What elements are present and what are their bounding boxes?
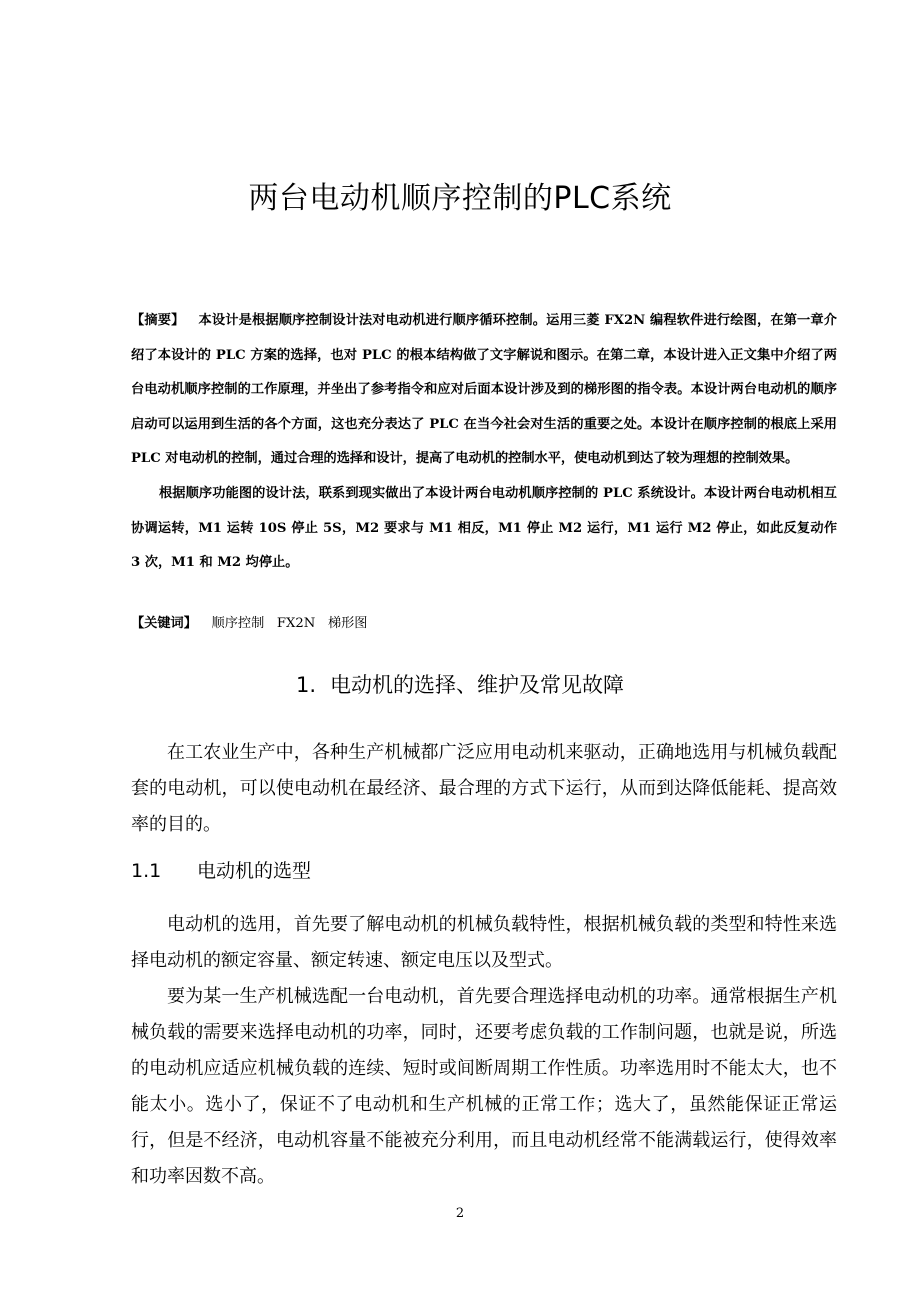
section-1-heading — [0, 668, 920, 702]
keyword-item: 梯形图 — [327, 616, 368, 631]
keyword-item: FX2N — [276, 616, 316, 631]
abstract — [131, 304, 837, 581]
section-1-1-paragraph-1: 电动机的选用，首先要了解电动机的机械负载特性，根据机械负载的类型和特性来选择电动机的额定容量、额定转速、额定电压以及型式。 — [131, 914, 837, 971]
section-1-1-heading — [131, 855, 311, 887]
section-1-title: 电动机的选择、维护及常见故障 — [330, 673, 625, 697]
document-title: 两台电动机顺序控制的PLC系统 — [248, 181, 672, 216]
abstract-text-1: 本设计是根据顺序控制设计法对电动机进行顺序循环控制。运用三菱 FX2N 编程软件进行绘图，在第一章介绍了本设计的 PLC 方案的选择，也对 PLC 的根本结构做了文字解说和图示。在第二章，本设计进入正文集中介绍了两台电动机顺序控制的工作原理，并坐出了参考指令和应对后面本设计涉及到的梯形图的指令表。本设计两台电动机的顺序启动可以运用到生活的各个方面，这也充分表达了 PLC 在当今社会对生活的重要之处。本设计在顺序控制的根底上采用 PLC 对电动机的控制，通过合理的选择和设计，提高了电动机的控制水平，使电动机到达了较为理想的控制效果。 — [131, 313, 837, 467]
keywords — [131, 609, 837, 639]
section-1-1-number: 1.1 — [131, 860, 162, 882]
keywords-label: 【关键词】 — [131, 616, 197, 631]
page-number: 2 — [455, 1206, 465, 1221]
abstract-paragraph-2: 根据顺序功能图的设计法，联系到现实做出了本设计两台电动机顺序控制的 PLC 系统设计。本设计两台电动机相互协调运转，M1 运转 10S 停止 5S，M2 要求与 M1 相反，M1 停止 M2 运行，M1 运行 M2 停止，如此反复动作 3 次，M1 和 M2 均停止。 — [131, 485, 837, 571]
section-1-1-body — [131, 907, 837, 1195]
section-1-number: 1. — [295, 673, 317, 697]
section-1-1-title: 电动机的选型 — [197, 860, 312, 882]
keyword-item: 顺序控制 — [211, 616, 265, 631]
section-1-intro — [131, 735, 837, 843]
abstract-paragraph-1 — [131, 304, 837, 477]
abstract-label: 【摘要】 — [131, 313, 185, 328]
section-1-intro-paragraph: 在工农业生产中，各种生产机械都广泛应用电动机来驱动，正确地选用与机械负载配套的电动机，可以使电动机在最经济、最合理的方式下运行，从而到达降低能耗、提高效率的目的。 — [131, 742, 837, 835]
section-1-1-paragraph-2: 要为某一生产机械选配一台电动机，首先要合理选择电动机的功率。通常根据生产机械负载的需要来选择电动机的功率，同时，还要考虑负载的工作制问题，也就是说，所选的电动机应适应机械负载的连续、短时或间断周期工作性质。功率选用时不能太大，也不能太小。选小了，保证不了电动机和生产机械的正常工作；选大了，虽然能保证正常运行，但是不经济，电动机容量不能被充分利用，而且电动机经常不能满载运行，使得效率和功率因数不高。 — [131, 986, 837, 1187]
